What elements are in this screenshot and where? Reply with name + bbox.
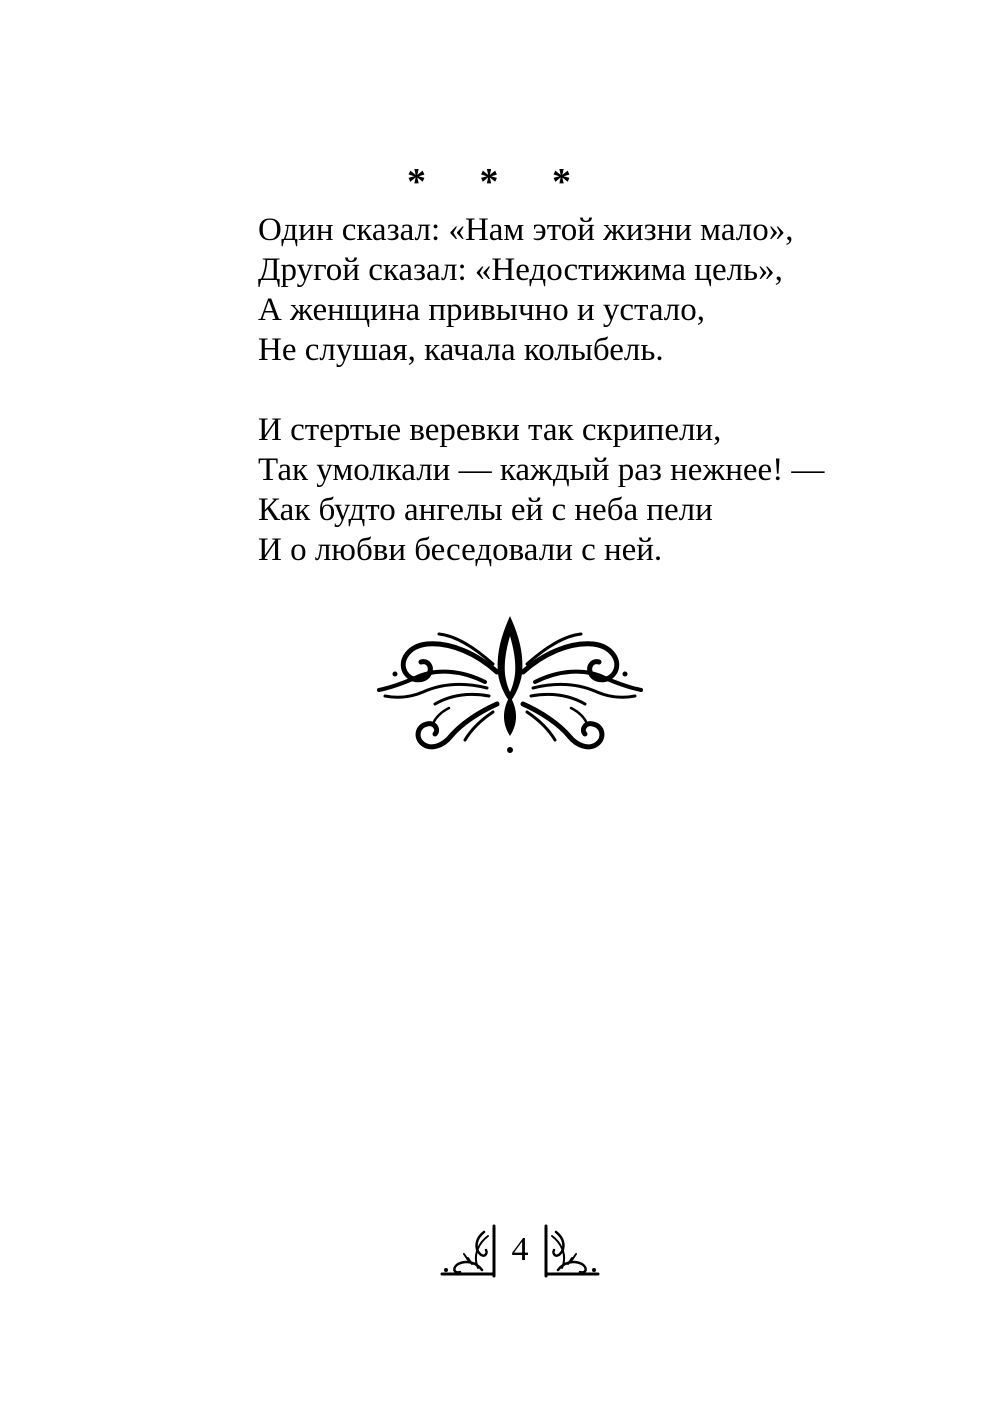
poem-line: А женщина привычно и устало, [258, 292, 705, 328]
poem-line: Другой сказал: «Недостижима цель», [258, 252, 783, 288]
page-footer [0, 1222, 1000, 1282]
poem-line: Один сказал: «Нам этой жизни мало», [258, 212, 794, 248]
page-number: 4 [511, 1231, 529, 1268]
poem-line: Как будто ангелы ей с неба пели [258, 492, 713, 528]
corner-flourish-right-icon [542, 1224, 602, 1278]
poem-line: И стертые веревки так скрипели, [258, 412, 722, 448]
stanza-1 [258, 210, 898, 370]
corner-flourish-left-icon [438, 1224, 498, 1278]
poem-line: Не слушая, качала колыбель. [258, 332, 664, 368]
stanza-2 [258, 410, 898, 570]
poem-line: Так умолкали — каждый раз нежнее! — [258, 452, 825, 488]
poem-line: И о любви беседовали с ней. [258, 532, 663, 568]
section-separator: * * * [407, 161, 593, 203]
poem [258, 210, 898, 570]
flourish-ornament-icon [375, 612, 645, 757]
